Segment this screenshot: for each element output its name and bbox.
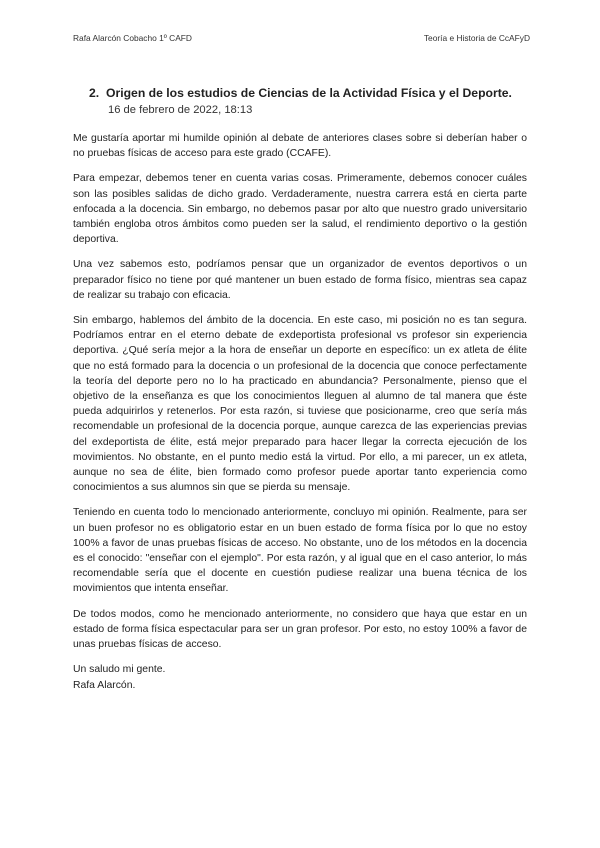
paragraph: Teniendo en cuenta todo lo mencionado anteriormente, concluyo mi opinión. Realmente, para ser un buen profesor no es obligatorio estar en un buen estado de forma física por lo que no estoy 100% a favor de unas pruebas físicas de acceso. No obstante, uno de los métodos en la docencia es el conocido: "enseñar con el ejemplo". Por esta razón, y al igual que en el caso anterior, lo más recomendable sería que el docente en cuestión pudiese realizar una buena técnica de los movimientos que intenta enseñar. bbox=[73, 507, 527, 595]
section-title-text: Origen de los estudios de Ciencias de la Actividad Física y el Deporte. bbox=[106, 86, 512, 100]
paragraph: Me gustaría aportar mi humilde opinión al debate de anteriores clases sobre si deberían haber o no pruebas físicas de acceso para este grado (CCAFE). bbox=[73, 133, 527, 160]
paragraph: Una vez sabemos esto, podríamos pensar que un organizador de eventos deportivos o un preparador físico no tiene por qué mantener un buen estado de forma físico, mientras sea capaz de realizar su trabajo con eficacia. bbox=[73, 259, 527, 301]
header-course: Teoría e Historia de CcAFyD bbox=[423, 33, 530, 43]
section-date: 16 de febrero de 2022, 18:13 bbox=[108, 104, 253, 116]
header-author: Rafa Alarcón Cobacho 1º CAFD bbox=[73, 33, 192, 43]
paragraph: Sin embargo, hablemos del ámbito de la docencia. En este caso, mi posición no es tan segura. Podríamos entrar en el eterno debate de exdeportista profesional vs profesor sin experiencia deportiva. ¿Qué sería mejor a la hora de enseñar un deporte en específico: un ex atleta de élite que no está formado para la docencia o un profesional de la docencia que conoce perfectamente la teoría del deporte pero no lo ha practicado en abundancia? Personalmente, pienso que el objetivo de la enseñanza es que los conocimientos lleguen al alumno de tal manera que éste pueda adquirirlos y retenerlos. Por esta razón, si tuviese que posicionarme, creo que sería más recomendable un profesional de la docencia porque, aunque carezca de las experiencias previas del exdeportista de élite, está mejor preparado para hacer llegar la correcta ejecución de los movimientos. No obstante, en el punto medio está la virtud. Por ello, a mi parecer, un ex atleta, aunque no sea de élite, bien formado como profesor puede aportar tanto experiencia como conocimientos a sus alumnos sin que se pierda su mensaje. bbox=[73, 315, 527, 494]
closing-signature: Rafa Alarcón. bbox=[73, 679, 136, 691]
paragraph: De todos modos, como he mencionado anteriormente, no considero que haya que estar en un estado de forma física espectacular para ser un gran profesor. Por esto, no estoy 100% a favor de unas pruebas físicas de acceso. bbox=[73, 608, 527, 651]
signoff bbox=[73, 662, 527, 692]
paragraph: Para empezar, debemos tener en cuenta varias cosas. Primeramente, debemos conocer cuáles son las posibles salidas de dicho grado. Verdaderamente, nuestra carrera está en cierta parte enfocada a la docencia. Sin embargo, no debemos pasar por alto que nuestro grado universitario también engloba otros ámbitos como pueden ser la salud, el rendimiento deportivo o la gestión deportiva. bbox=[73, 173, 527, 246]
section-title bbox=[89, 86, 512, 100]
closing-greeting: Un saludo mi gente. bbox=[73, 664, 166, 676]
section-number: 2. bbox=[89, 86, 100, 100]
document-body bbox=[73, 131, 527, 693]
